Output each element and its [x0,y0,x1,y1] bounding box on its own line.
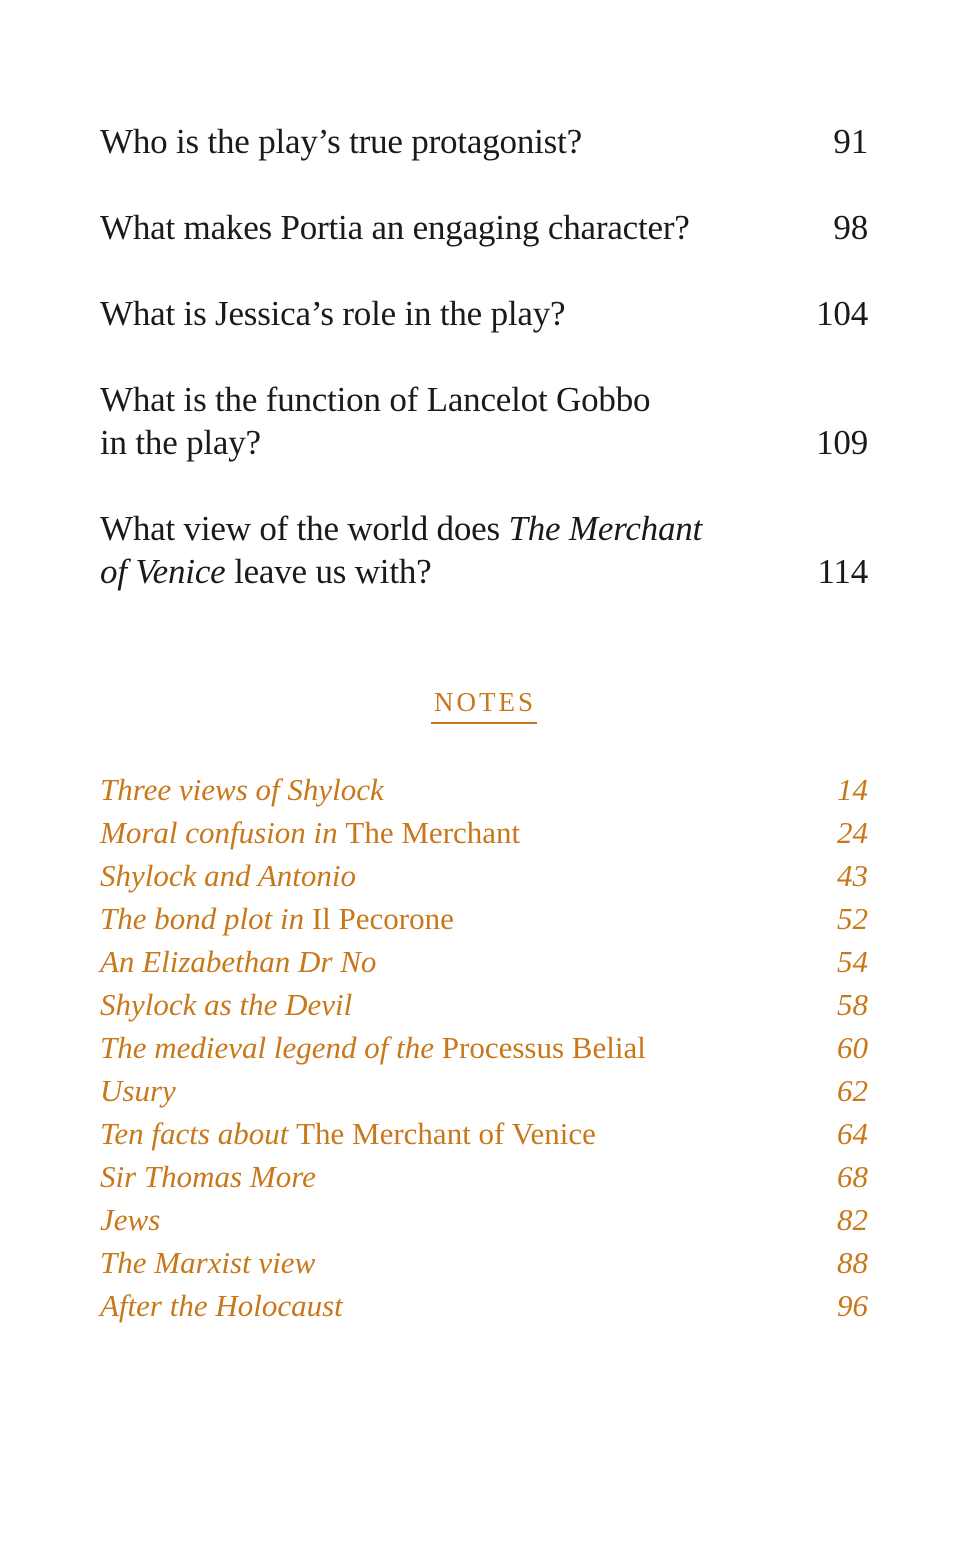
note-title-italic: Shylock and Antonio [100,858,356,893]
toc-entry-title-plain: leave us with? [225,552,432,591]
toc-entry-title: Who is the play’s true protagonist? [100,122,582,161]
notes-heading [0,686,968,724]
note-page: 58 [837,987,868,1022]
toc-entry-jessica[interactable] [100,292,868,335]
note-page: 60 [837,1030,868,1065]
note-page: 82 [837,1202,868,1237]
note-item[interactable] [100,897,868,940]
toc-entry-portia[interactable] [100,206,868,249]
note-title-italic: Sir Thomas More [100,1159,316,1194]
note-title-roman: Il Pecorone [311,901,454,936]
toc-entry-title [100,378,760,464]
note-title-italic: An Elizabethan Dr No [100,944,377,979]
note-item[interactable] [100,940,868,983]
note-page: 52 [837,901,868,936]
note-page: 88 [837,1245,868,1280]
notes-heading-label: NOTES [431,686,537,724]
note-item[interactable] [100,983,868,1026]
note-title-roman: The Merchant [345,815,521,850]
note-page: 62 [837,1073,868,1108]
note-item[interactable] [100,1069,868,1112]
note-item[interactable] [100,1155,868,1198]
toc-entry-gobbo[interactable] [100,378,868,464]
toc-entry-page: 98 [833,208,868,247]
note-title-italic: Three views of Shylock [100,772,384,807]
note-title-roman: The Merchant of Venice [296,1116,596,1151]
note-item[interactable] [100,1026,868,1069]
note-title-italic: Usury [100,1073,176,1108]
note-title-italic: After the Holocaust [100,1288,343,1323]
note-page: 14 [837,772,868,807]
toc-entry-protagonist[interactable] [100,120,868,163]
note-page: 54 [837,944,868,979]
toc-entry-title-italic: of Venice [100,552,226,591]
toc-entry-title-line2: in the play? [100,423,261,462]
toc-entry-title [100,507,760,593]
note-title-italic: Ten facts about [100,1116,297,1151]
note-title-italic: The medieval legend of the [100,1030,442,1065]
note-title-italic: The bond plot in [100,901,312,936]
toc-entry-world-view[interactable] [100,507,868,593]
note-page: 68 [837,1159,868,1194]
note-title-italic: The Marxist view [100,1245,316,1280]
note-item[interactable] [100,854,868,897]
note-item[interactable] [100,1112,868,1155]
toc-entry-page: 104 [816,294,868,333]
toc-entry-title-plain: What view of the world does [100,509,509,548]
note-page: 64 [837,1116,868,1151]
notes-list [100,768,868,1327]
note-item[interactable] [100,768,868,811]
toc-entry-page: 114 [817,552,868,591]
note-item[interactable] [100,811,868,854]
note-title-italic: Jews [100,1202,161,1237]
note-item[interactable] [100,1241,868,1284]
toc-entry-title: What makes Portia an engaging character? [100,208,690,247]
note-page: 24 [837,815,868,850]
note-page: 43 [837,858,868,893]
note-item[interactable] [100,1284,868,1327]
note-title-italic: Moral confusion in [100,815,346,850]
note-item[interactable] [100,1198,868,1241]
toc-entry-title-line1: What is the function of Lancelot Gobbo [100,380,651,419]
note-page: 96 [837,1288,868,1323]
toc-entry-page: 91 [833,122,868,161]
note-title-italic: Shylock as the Devil [100,987,353,1022]
toc-entry-title: What is Jessica’s role in the play? [100,294,566,333]
toc-entry-title-italic: The Merchant [508,509,703,548]
note-title-roman: Processus Belial [441,1030,646,1065]
toc-entry-page: 109 [816,423,868,462]
